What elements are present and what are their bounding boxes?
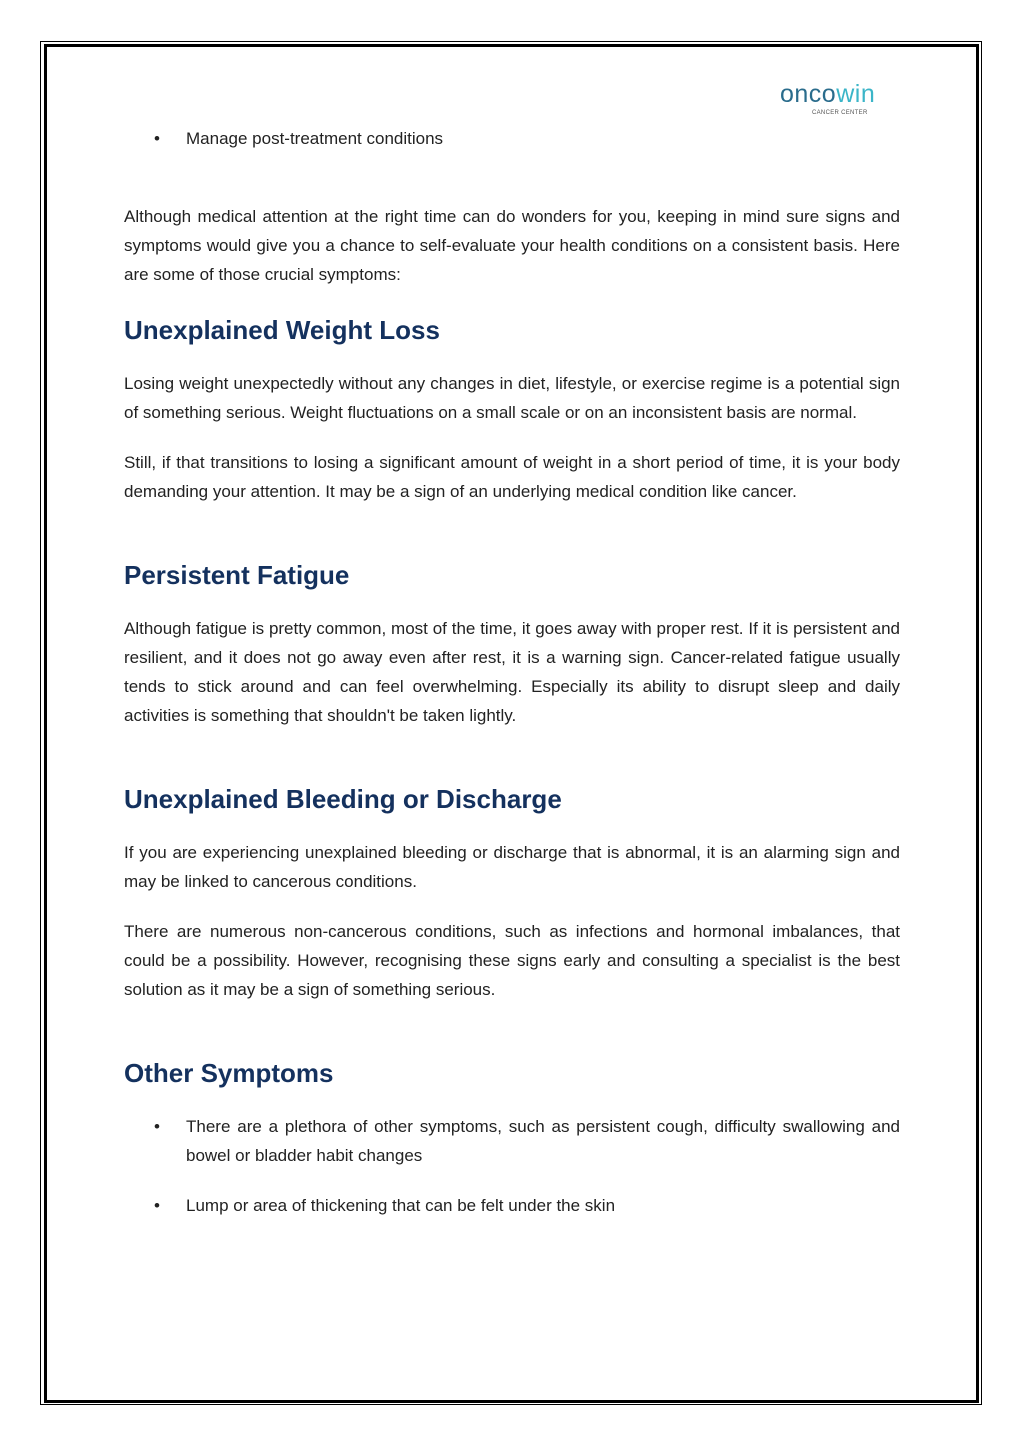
list-item: [124, 1112, 900, 1170]
section-heading: Unexplained Bleeding or Discharge: [124, 784, 562, 814]
section-heading: Other Symptoms: [124, 1058, 334, 1088]
paragraph: Still, if that transitions to losing a significant amount of weight in a short period of time, it is your body demanding your attention. It may be a sign of an underlying medical condition like cancer.: [124, 453, 900, 501]
logo-subtitle: CANCER CENTER: [812, 110, 868, 116]
section-heading: Persistent Fatigue: [124, 560, 350, 590]
paragraph: If you are experiencing unexplained bleeding or discharge that is abnormal, it is an alarming sign and may be linked to cancerous conditions.: [124, 843, 900, 891]
oncowin-logo: [780, 80, 902, 120]
paragraph: Although fatigue is pretty common, most of the time, it goes away with proper rest. If it is persistent and resilient, and it does not go away even after rest, it is a warning sign. Cancer-related fatigue usually tends to stick around and can feel overwhelming. Especially its ability to disrupt sleep and daily activities is something that shouldn't be taken lightly.: [124, 619, 900, 725]
paragraph: There are numerous non-cancerous conditions, such as infections and hormonal imbalances, that could be a possibility. However, recognising these signs early and consulting a specialist is the best solution as it may be a sign of something serious.: [124, 922, 900, 999]
intro-paragraph: Although medical attention at the right time can do wonders for you, keeping in mind sure signs and symptoms would give you a chance to self-evaluate your health conditions on a consistent basis. Here are some of those crucial symptoms:: [124, 207, 900, 284]
logo-word-part1: onco: [780, 80, 837, 108]
list-item-text: There are a plethora of other symptoms, such as persistent cough, difficulty swallowing and bowel or bladder habit changes: [186, 1117, 900, 1165]
logo-word-part2: win: [836, 80, 876, 108]
list-item: [124, 124, 900, 153]
list-item-text: Manage post-treatment conditions: [186, 129, 444, 148]
bullet-icon: •: [154, 1117, 160, 1136]
list-item-text: Lump or area of thickening that can be felt under the skin: [186, 1196, 616, 1215]
list-item: [124, 1191, 900, 1220]
bullet-icon: •: [154, 1196, 160, 1215]
section-heading: Unexplained Weight Loss: [124, 315, 440, 345]
bullet-icon: •: [154, 129, 160, 148]
logo-wordmark: [780, 80, 875, 108]
document-body: [124, 124, 900, 1220]
paragraph: Losing weight unexpectedly without any changes in diet, lifestyle, or exercise regime is a potential sign of something serious. Weight fluctuations on a small scale or on an inconsistent basis are normal.: [124, 374, 900, 422]
